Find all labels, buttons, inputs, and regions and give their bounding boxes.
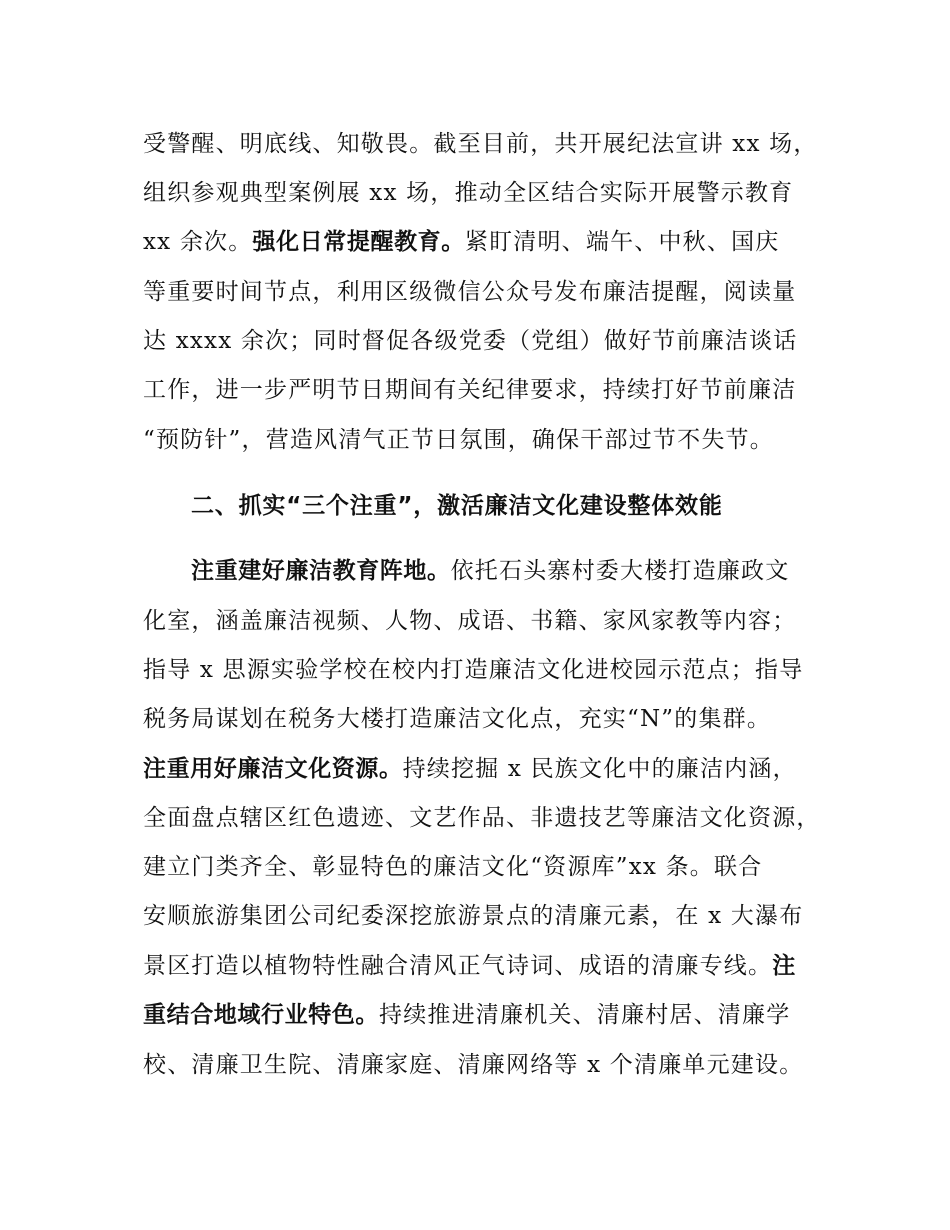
paragraph-line (143, 951, 823, 981)
section-heading: 二、抓实“三个注重”，激活廉洁文化建设整体效能 (191, 493, 723, 519)
bold-subheading: 注重建好廉洁教育阵地。 (191, 558, 451, 584)
paragraph-line (143, 425, 823, 455)
text-run: 紧盯清明、端午、中秋、国庆 (464, 229, 780, 255)
bold-subheading: 强化日常提醒教育。 (252, 229, 465, 255)
text-run: 持续挖掘 x 民族文化中的廉洁内涵， (402, 756, 797, 782)
text-run: 指导 x 思源实验学校在校内打造廉洁文化进校园示范点；指导 (143, 657, 804, 683)
paragraph-line (191, 556, 823, 586)
text-run: 税务局谋划在税务大楼打造廉洁文化点，充实“N”的集群。 (143, 706, 772, 732)
paragraph-line (143, 178, 823, 208)
text-run: 受警醒、明底线、知敬畏。截至目前，共开展纪法宣讲 xx 场， (143, 131, 818, 157)
text-run: 达 xxxx 余次；同时督促各级党委（党组）做好节前廉洁谈话 (143, 328, 798, 354)
text-run: 持续推进清廉机关、清廉村居、清廉学 (379, 1002, 791, 1028)
bold-subheading: 注 (772, 953, 796, 979)
paragraph-line (143, 227, 823, 257)
paragraph-line (143, 375, 823, 405)
paragraph-line (143, 704, 823, 734)
text-run: xx 余次。 (143, 229, 253, 255)
text-run: 化室，涵盖廉洁视频、人物、成语、书籍、家风家教等内容； (143, 608, 797, 634)
paragraph-line (143, 129, 823, 159)
bold-subheading: 重结合地域行业特色。 (143, 1002, 379, 1028)
paragraph-line (143, 901, 823, 931)
text-run: 景区打造以植物特性融合清风正气诗词、成语的清廉专线。 (143, 953, 773, 979)
text-run: 依托石头寨村委大楼打造廉政文 (450, 558, 790, 584)
paragraph-line (143, 803, 823, 833)
paragraph-line (143, 754, 823, 784)
text-run: 安顺旅游集团公司纪委深挖旅游景点的清廉元素，在 x 大瀑布 (143, 903, 804, 929)
text-run: 全面盘点辖区红色遗迹、文艺作品、非遗技艺等廉洁文化资源， (143, 805, 821, 831)
bold-subheading: 注重用好廉洁文化资源。 (143, 756, 403, 782)
text-run: “预防针”，营造风清气正节日氛围，确保干部过节不失节。 (143, 427, 774, 453)
paragraph-line (143, 606, 823, 636)
paragraph-line (143, 277, 823, 307)
paragraph-line (143, 852, 823, 882)
paragraph-line (143, 326, 823, 356)
text-run: 等重要时间节点，利用区级微信公众号发布廉洁提醒，阅读量 (143, 279, 797, 305)
paragraph-line (143, 1000, 823, 1030)
paragraph-line (143, 1050, 823, 1080)
paragraph-line (143, 655, 823, 685)
text-run: 校、清廉卫生院、清廉家庭、清廉网络等 x 个清廉单元建设。 (143, 1052, 804, 1078)
text-run: 建立门类齐全、彰显特色的廉洁文化“资源库”xx 条。联合 (143, 854, 763, 880)
text-run: 组织参观典型案例展 xx 场，推动全区结合实际开展警示教育 (143, 180, 794, 206)
text-run: 工作，进一步严明节日期间有关纪律要求，持续打好节前廉洁 (143, 377, 797, 403)
